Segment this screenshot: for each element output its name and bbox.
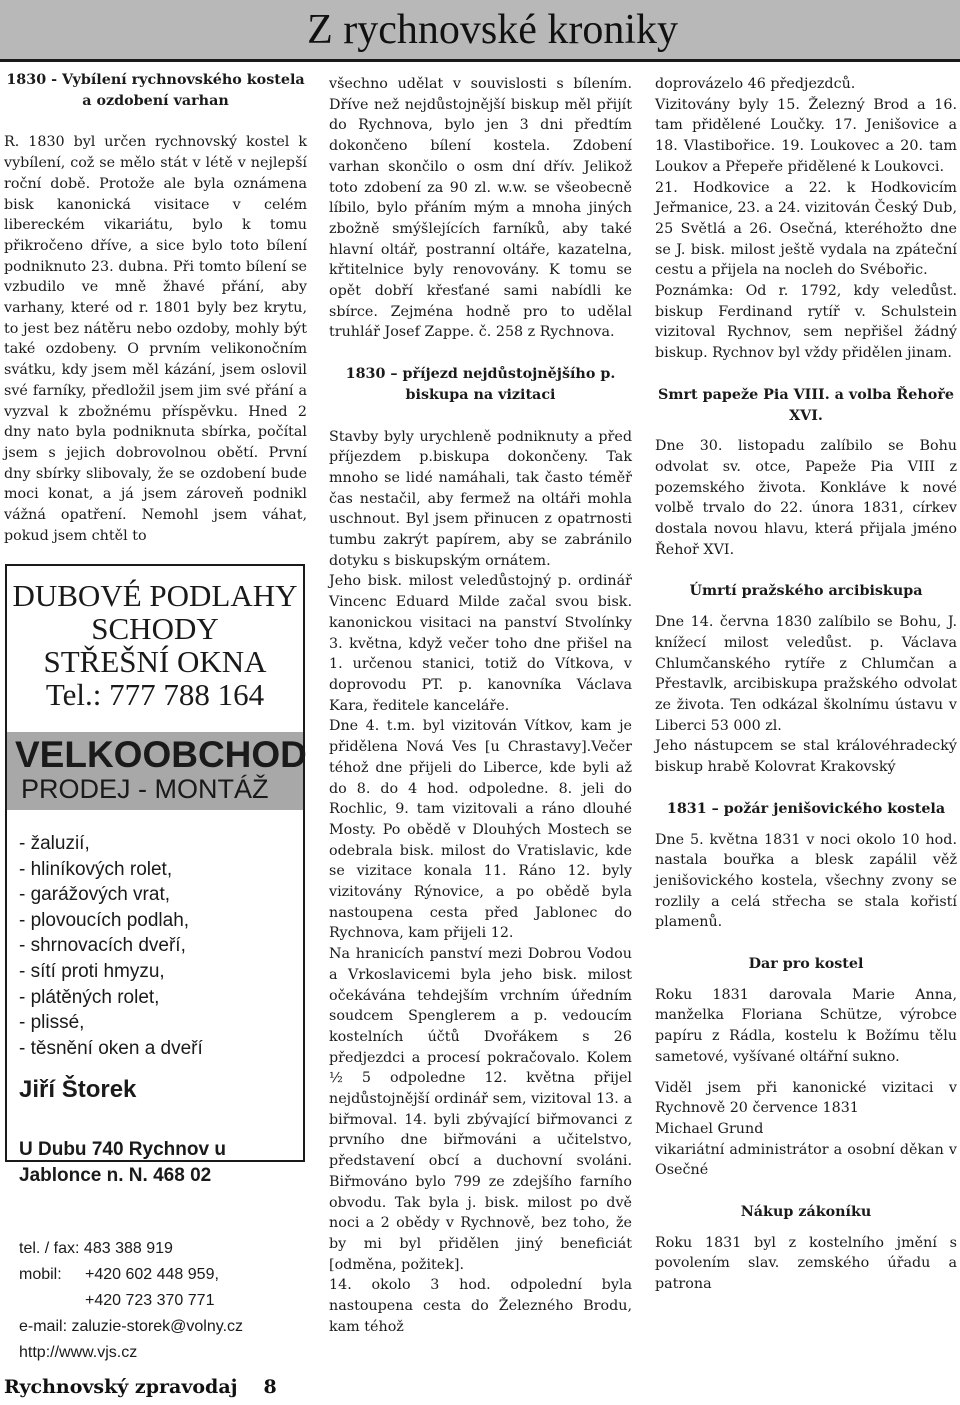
article-paragraph: Dne 5. května 1831 v noci okolo 10 hod. nastala bouřka a blesk zapálil věž jenišovického kostela, všechny zvony se rozlily a celá střecha se stala kořistí plamenů. <box>655 831 957 931</box>
article-paragraph: Stavby byly urychleně podniknuty a před příjezdem p.biskupa dokončeny. Tak mnoho se lidé namáhali, tak často téměř čas nestačil, aby fermež na oltáři mohla uschnout. Byl jsem přinucen z opatrnosti tumbu zakrýt papírem, aby se zabránilo dotyku s biskupským ornátem. <box>329 428 632 569</box>
article-heading: Smrt papeže Pia VIII. a volba Řehoře XVI. <box>658 386 954 424</box>
column-2 <box>329 74 632 1337</box>
article-paragraph: Michael Grund <box>655 1120 764 1137</box>
ad-header <box>7 566 303 711</box>
article-paragraph: Viděl jsem při kanonické vizitaci v Rychnově 20 července 1831 <box>655 1079 957 1117</box>
article-paragraph: R. 1830 byl určen rychnovský kostel k vybílení, což se mělo stát v létě v nejlepší roční době. Protože ale byla oznámena bisk kanonická visitace v celém libereckém vikariátu, bylo k tomu přikročeno dříve, a sice bylo toto bílení podniknuto 23. dubna. Při tomto bílení se vzbudilo ve mně žhavé přání, aby varhany, které od r. 1801 byly bez krytu, to jest bez nátěru nebo ozdoby, mohly být také ozdobeny. O prvním velikonočním svátku, kdy jsem měl kázání, jsem oslovil své farníky, předložil jsem jim své přání a vyzval k zbožnému příspěvku. Hned 2 dny nato byla podniknuta sbírka, počítal jsem s jejich dobrovolnou obětí. První dny sbírky slibovaly, že se ozdobení bude moci konat, a já jsem zároveň podnikl vážná opatření. Nemohl jsem váhat, pokud jsem chtěl to <box>4 134 307 544</box>
ad-address: U Dubu 740 Rychnov u Jablonce n. N. 468 02 <box>19 1139 226 1186</box>
article-paragraph: Dne 30. listopadu zalíbilo se Bohu odvolat sv. otce, Papeže Pia VIII z pozemského života. Konkláve k nové volbě trvalo do 22. února 1831, církev dostala novou hlavu, která přijala jméno Řehoř XVI. <box>655 438 957 558</box>
column-3 <box>655 74 957 1295</box>
advertisement <box>5 564 307 1361</box>
ad-product-item: - žaluzií, <box>19 833 90 854</box>
ad-phone: Tel.: 777 788 164 <box>45 677 265 712</box>
ad-product-item: - garážových vrat, <box>19 884 170 906</box>
ad-company-name: Jiří Štorek <box>19 1076 137 1103</box>
article-paragraph: Poznámka: Od r. 1792, kdy veledůst. biskup Ferdinand rytíř v. Schulstein vizitoval Rychnov, sem nepřišel žádný biskup. Rychnov byl vždy přidělen jinam. <box>655 283 957 362</box>
article-heading: 1830 – příjezd nejdůstojnějšího p. biskupa na vizitaci <box>345 366 616 403</box>
ad-product-item: - shrnovacích dveří, <box>19 935 186 957</box>
ad-band <box>7 732 307 810</box>
ad-tel: 483 388 919 <box>83 1240 173 1257</box>
ad-email[interactable]: e-mail: zaluzie-storek@volny.cz <box>19 1318 244 1335</box>
page-title: Z rychnovské kroniky <box>307 7 678 53</box>
ad-product-list <box>19 831 203 1061</box>
article-paragraph: doprovázelo 46 předjezdců. <box>655 76 856 92</box>
ad-band-subtitle: PRODEJ - MONTÁŽ <box>21 774 269 804</box>
ad-band-title: VELKOOBCHOD <box>15 734 307 775</box>
article-paragraph: vikariátní administrátor a osobní děkan v Osečné <box>655 1141 957 1179</box>
article-heading: Úmrtí pražského arcibiskupa <box>689 583 923 600</box>
article-paragraph: Vizitovány byly 15. Železný Brod a 16. tam přidělené Loučky. 17. Jenišovice a 18. Vlastibořice. 19. Loukovec a 20. tam Loukov a Přepeře přidělené k Loukovci. <box>655 96 957 175</box>
header-banner <box>0 0 960 62</box>
article-paragraph: 14. okolo 3 hod. odpolední byla nastoupena cesta do Železného Brodu, kam téhož <box>329 1277 632 1335</box>
ad-product-item: - hliníkových rolet, <box>19 858 173 880</box>
article-paragraph: Jeho nástupcem se stal královéhradecký biskup hrabě Kolovrat Krakovský <box>655 738 957 776</box>
ad-website[interactable]: http://www.vjs.cz <box>19 1344 138 1361</box>
ad-mobil: +420 602 448 959, <box>85 1266 219 1283</box>
page-number: 8 <box>263 1376 277 1398</box>
ad-product-item: - plátěných rolet, <box>19 986 160 1008</box>
article-heading: Dar pro kostel <box>748 956 864 973</box>
ad-line: DUBOVÉ PODLAHY <box>12 578 298 613</box>
ad-product-item: - plovoucích podlah, <box>19 909 190 931</box>
article-paragraph: všechno udělat v souvislosti s bílením. Dříve než nejdůstojnější biskup měl přijít do Rychnova, bylo jen 3 dni předtím dokončeno bílení kostela. Zdobení varhan skončilo o osm dní dřív. Jelikož toto zdobení za 90 zl. w.w. se všeobecně líbilo, bylo přáním mým a mnoha jiných zbožně smýšlejících farníků, aby také hlavní oltář, postranní oltáře, kazatelna, křtitelnice byly renovovány. K tomu se opět dobří křesťané sami nabídli ke sbírce. Zejména hodně pro to udělal truhlář Josef Zappe. č. 258 z Rychnova. <box>329 76 632 341</box>
article-paragraph: Dne 14. června 1830 zalíbilo se Bohu, J. knížecí milost veledůst. p. Václava Chlumčanského rytíře z Chlumčan a Přestavlk, arcibiskupa pražského odvolat ze života. Ten odkázal školnímu ústavu v Liberci 53 000 zl. <box>655 614 957 734</box>
page-footer <box>4 1376 277 1398</box>
article-paragraph: Jeho bisk. milost veledůstojný p. ordinář Vincenc Eduard Milde začal svou bisk. kanonickou visitaci na panství Stvolínky 3. května, když večer toho dne přišel na 1. určenou stanici, totiž do Vítkova, v doprovodu PT. p. kanovníka Václava Kara, ředitele kanceláře. <box>329 573 632 714</box>
article-paragraph: Dne 4. t.m. byl vizitován Vítkov, kam je přidělena Nová Ves [u Chrastavy].Večer téhož dne přijeli do Liberce, kde byli až do 8. do 4 hod. odpoledne. 8. jeli do Rochlic, 9. tam vizitovali a ráno dlouhé Mosty. Po obědě v Dlouhých Mostech se odebrala bisk. milost do Vratislavic, kde se vizitace konala 11. Ráno 12. byly vizitovány Rýnovice, a po obědě byla nastoupena cesta před Jablonec do Rychnova, kam přijeli 12. <box>329 718 632 942</box>
ad-product-item: - sítí proti hmyzu, <box>19 960 165 982</box>
ad-product-item: - plissé, <box>19 1012 85 1034</box>
ad-line: STŘEŠNÍ OKNA <box>43 644 267 679</box>
article-paragraph: Roku 1831 byl z kostelního jmění s povolením slav. zemského úřadu a patrona <box>655 1234 957 1293</box>
ad-mobil-label: mobil: <box>19 1266 62 1283</box>
article-heading: Nákup zákoníku <box>740 1204 872 1221</box>
ad-line: SCHODY <box>91 611 219 646</box>
article-paragraph: Na hranicích panství mezi Dobrou Vodou a Vrkoslavicemi byla jeho bisk. milost očekávána tehdejším vrchním úředním soudcem Spenglerem a p. vedoucím kostelních účtů Dvořákem s 26 předjezdci a procesí pokračovalo. Kolem ½ 5 odpoledne 12. května přijel nejdůstojnější ordinář sem, vizitoval 13. a biřmoval. 14. byli zbývající biřmovanci z prvního dne biřmováni a učitelstvo, představení obcí a duchovní svoláni. Biřmováno bylo 799 ze zdejšího farního obvodu. Tak byla j. bisk. milost po dvě noci a 2 obědy v Rychnově, bez toho, že by mi byl přidělen jiný beneficiát [odměna, požitek]. <box>329 946 632 1273</box>
ad-mobil: +420 723 370 771 <box>85 1292 215 1309</box>
ad-contact <box>19 1236 243 1366</box>
article-heading: 1830 - Vybílení rychnovského kostela a ozdobení varhan <box>6 72 305 109</box>
column-1 <box>4 70 307 546</box>
article-heading: 1831 – požár jenišovického kostela <box>666 800 946 817</box>
ad-product-item: - těsnění oken a dveří <box>19 1037 203 1059</box>
article-paragraph: 21. Hodkovice a 22. k Hodkovicím Jeřmanice, 23. a 24. vizitován Český Dub, 25 Světlá a 26. Osečná, kteréhožto dne se J. bisk. milost ještě vydala na zpáteční cestu a přijela na nocleh do Svébořic. <box>655 179 957 279</box>
publication-name: Rychnovský zpravodaj <box>4 1376 238 1398</box>
ad-tel-label: tel. / fax: <box>19 1240 80 1257</box>
article-paragraph: Roku 1831 darovala Marie Anna, manželka Floriana Schütze, výrobce papíru z Rádla, kostelu k Božímu tělu sametové, vyšívané oltářní sukno. <box>655 986 957 1065</box>
